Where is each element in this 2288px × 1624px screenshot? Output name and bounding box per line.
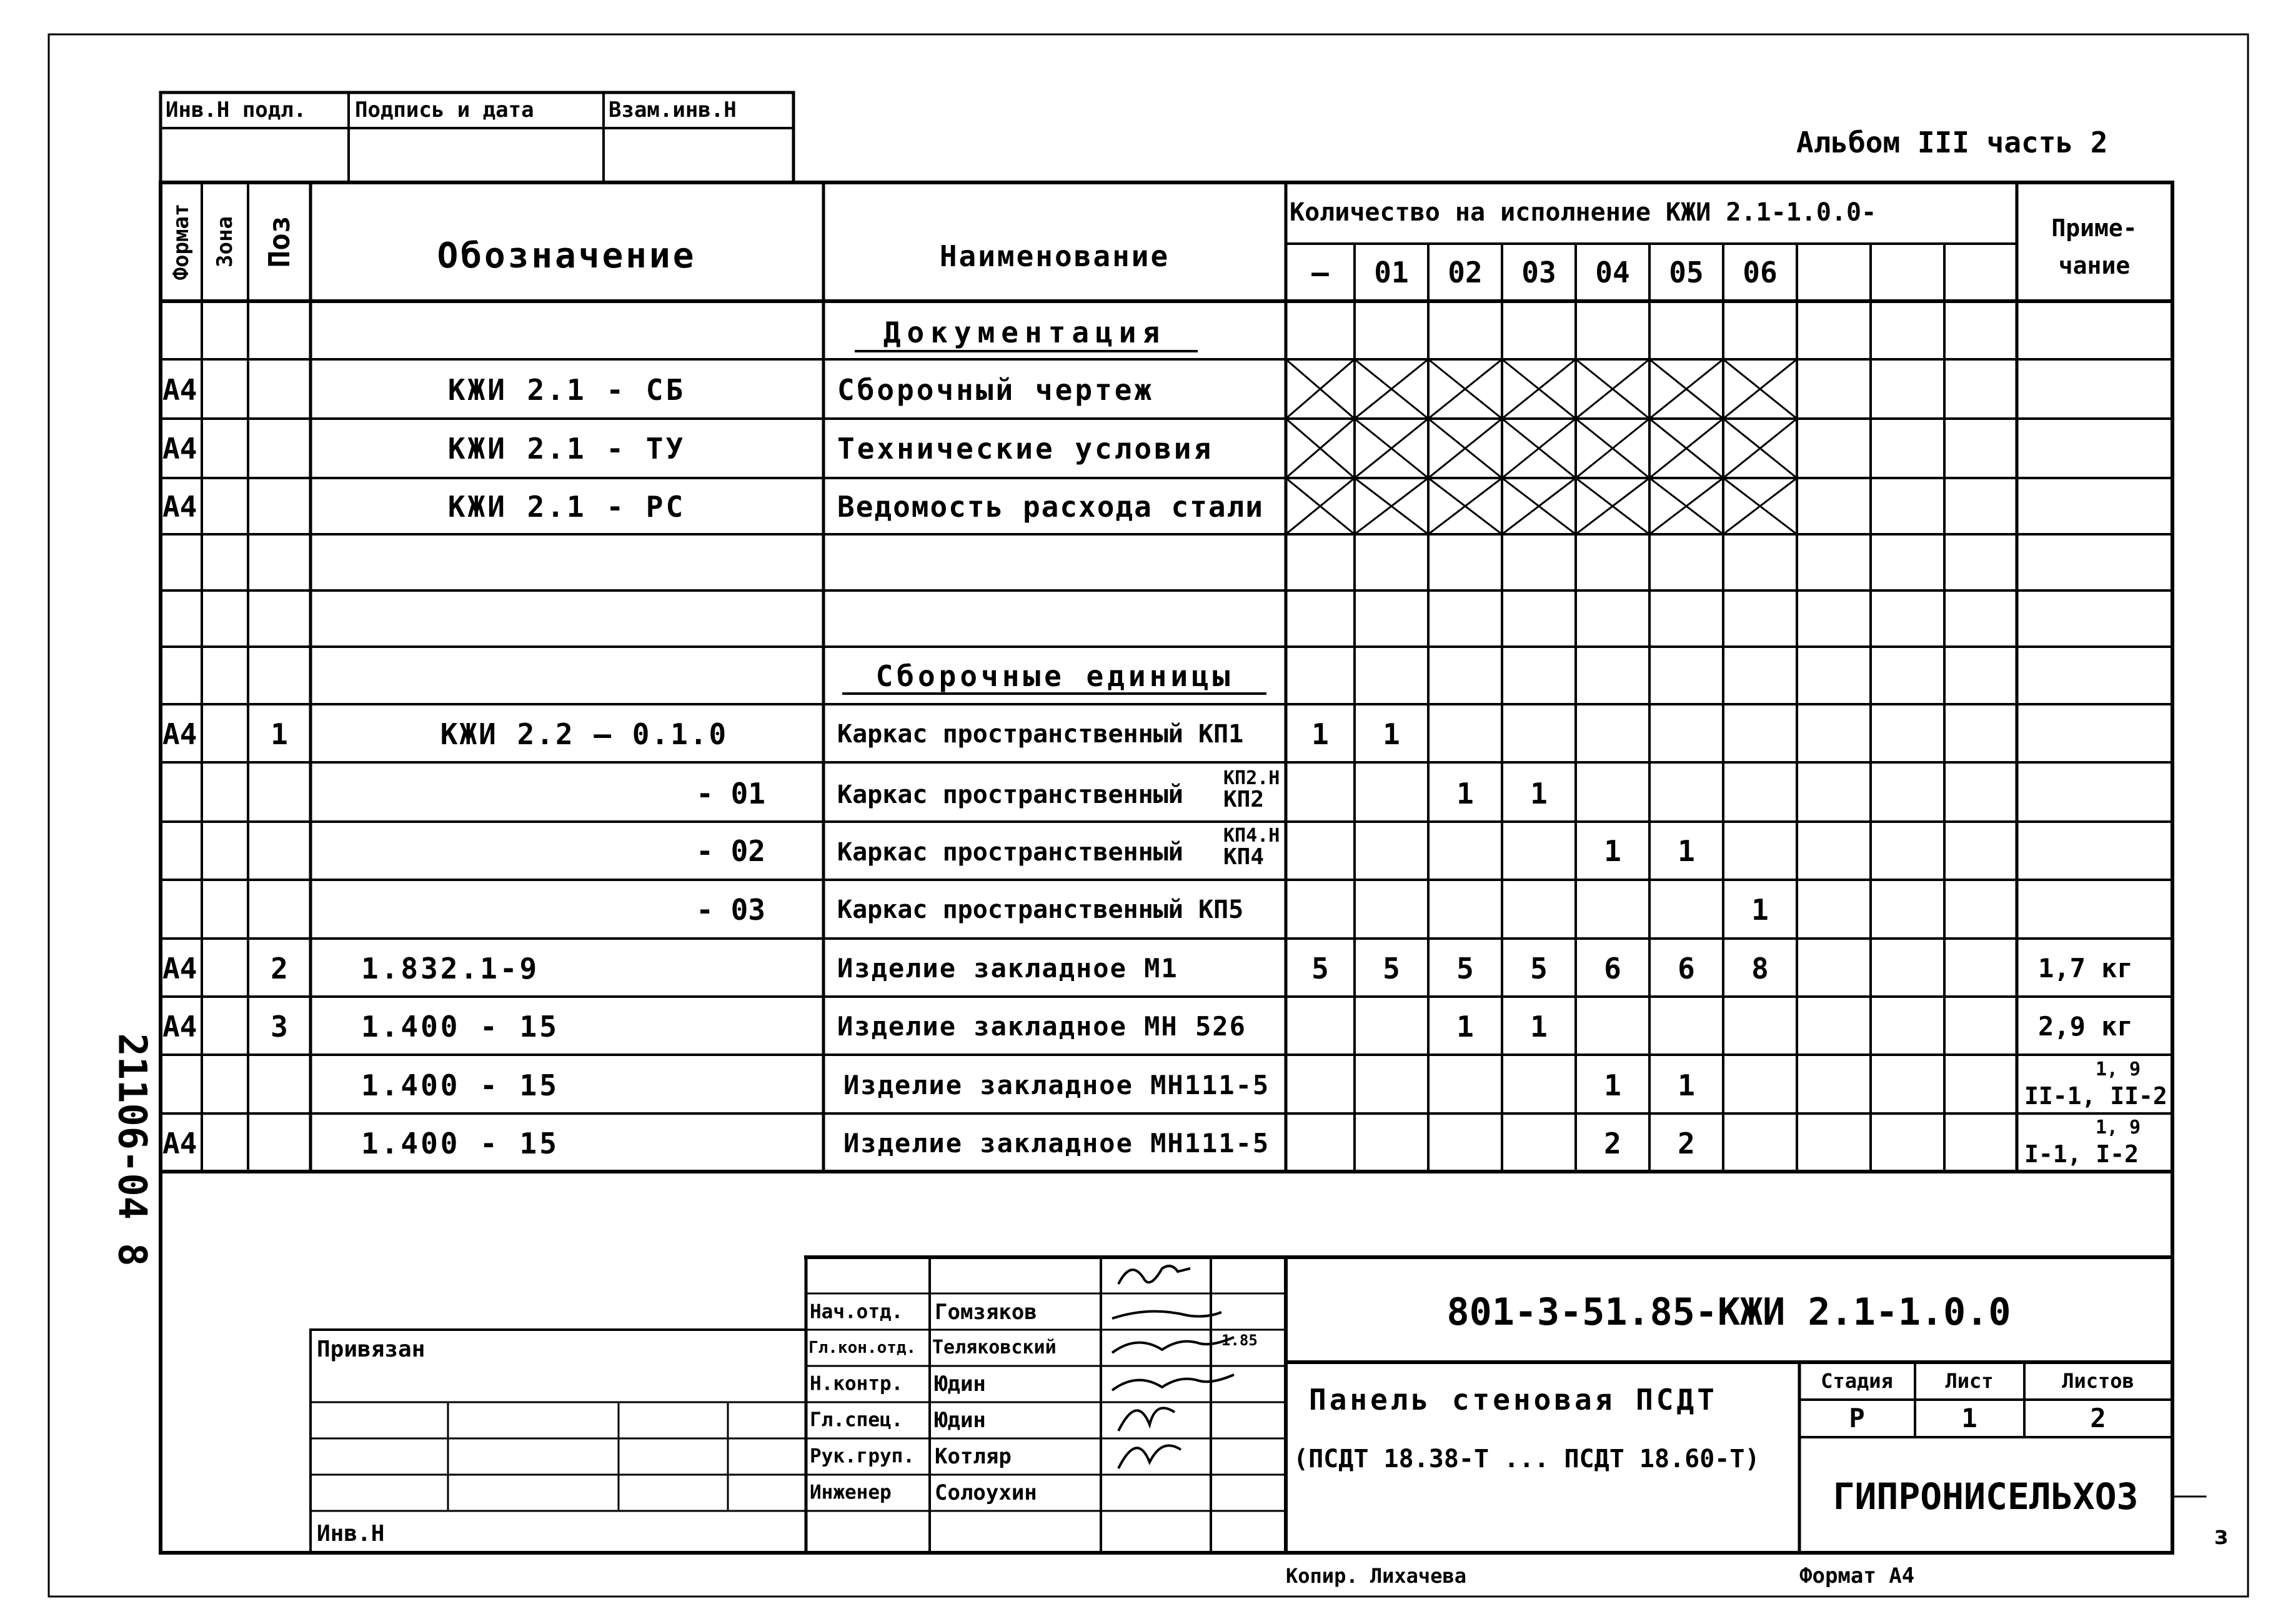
header-primechanie-1: Приме- — [2051, 214, 2137, 242]
title-line-2: (ПСДТ 18.38-Т ... ПСДТ 18.60-Т) — [1293, 1445, 1760, 1473]
stadia-label: Стадия — [1821, 1369, 1893, 1393]
qty-cell: 5 — [1383, 952, 1400, 985]
qty-cell: 1 — [1530, 777, 1548, 810]
row-code: 1.400 - 15 — [361, 1127, 559, 1160]
podpis-data-label: Подпись и дата — [355, 97, 534, 122]
row-code: КЖИ 2.2 – 0.1.0 — [440, 717, 729, 751]
row-code: КЖИ 2.1 - СБ — [447, 373, 686, 407]
row-note-top: 1, 9 — [2095, 1059, 2141, 1080]
listov-label: Листов — [2062, 1369, 2134, 1393]
inv-podl-label: Инв.Н подл. — [166, 97, 307, 122]
stamp-name: Гомзяков — [935, 1300, 1037, 1325]
section-documentation: Документация — [883, 316, 1166, 349]
stamp-role: Рук.груп. — [810, 1445, 915, 1468]
qty-cell: 6 — [1678, 952, 1695, 985]
row-format: А4 — [162, 717, 197, 751]
variant-header: 03 — [1521, 256, 1556, 289]
margin-mark: з — [2213, 1522, 2229, 1550]
row-code: КЖИ 2.1 - РС — [447, 490, 686, 524]
row-name: Изделие закладное МН111-5 — [843, 1070, 1270, 1100]
row-name: Каркас пространственный КП1 — [837, 720, 1244, 749]
qty-cell: 1 — [1678, 834, 1695, 868]
row-name: Каркас пространственный КП5 — [837, 895, 1244, 924]
row-code: 1.832.1-9 — [361, 952, 540, 985]
qty-cell: 1 — [1604, 834, 1621, 868]
row-poz: 2 — [271, 952, 288, 985]
stamp-role: Инженер — [810, 1481, 892, 1504]
row-name-sub: КП4 — [1223, 844, 1265, 870]
row-name: Ведомость расхода стали — [837, 490, 1264, 524]
row-code: 1.400 - 15 — [361, 1010, 559, 1044]
row-format: А4 — [162, 373, 197, 407]
stamp-name: Солоухин — [935, 1480, 1037, 1505]
qty-cell: 6 — [1604, 952, 1621, 985]
qty-cell: 1 — [1311, 717, 1329, 751]
variant-header: 05 — [1669, 256, 1704, 289]
inv-n-label: Инв.Н — [317, 1521, 385, 1547]
variant-header: 01 — [1374, 256, 1409, 289]
row-name: Изделие закладное МН111-5 — [843, 1128, 1270, 1158]
row-note: I-1, I-2 — [2024, 1140, 2139, 1168]
row-name-sup: КП4.Н — [1223, 825, 1280, 847]
variant-header: 04 — [1595, 256, 1630, 289]
row-name: Каркас пространственный — [837, 780, 1183, 809]
date-mark: 1.85 — [1221, 1332, 1258, 1349]
row-poz: 1 — [271, 717, 288, 751]
row-poz: 3 — [271, 1010, 288, 1044]
copyist: Копир. Лихачева — [1286, 1564, 1466, 1588]
row-name: Изделие закладное МН 526 — [837, 1011, 1246, 1042]
stamp-role: Гл.кон.отд. — [808, 1338, 917, 1357]
qty-cell: 8 — [1751, 952, 1769, 985]
qty-cell: 1 — [1530, 1010, 1548, 1044]
privyazan-label: Привязан — [317, 1337, 425, 1362]
row-note-top: 1, 9 — [2095, 1117, 2141, 1138]
vzam-inv-label: Взам.инв.Н — [609, 97, 737, 122]
qty-cell: 2 — [1678, 1127, 1695, 1160]
row-note: 1,7 кг — [2038, 953, 2133, 984]
row-code: - 02 — [696, 834, 765, 868]
qty-cell: 1 — [1456, 777, 1474, 810]
row-note: II-1, II-2 — [2024, 1082, 2167, 1110]
stamp-role: Нач.отд. — [810, 1300, 903, 1323]
header-kolichestvo: Количество на исполнение КЖИ 2.1-1.0.0- — [1290, 198, 1877, 227]
row-name: Каркас пространственный — [837, 838, 1183, 867]
qty-cell: 1 — [1604, 1069, 1621, 1102]
row-name: Технические условия — [837, 432, 1214, 466]
list-label: Лист — [1945, 1369, 1994, 1393]
stamp-name: Котляр — [935, 1444, 1012, 1469]
stamp-name: Юдин — [935, 1408, 986, 1433]
qty-cell: 1 — [1456, 1010, 1474, 1044]
row-format: А4 — [162, 432, 197, 466]
qty-cell: 5 — [1530, 952, 1548, 985]
row-code: КЖИ 2.1 - ТУ — [447, 432, 686, 466]
list-value: 1 — [1961, 1403, 1977, 1433]
listov-value: 2 — [2090, 1403, 2106, 1433]
qty-cell: 2 — [1604, 1127, 1621, 1160]
header-primechanie-2: чание — [2058, 252, 2131, 279]
qty-cell: 5 — [1456, 952, 1474, 985]
header-zona: Зона — [212, 216, 237, 267]
side-archive-number: 21106-04 8 — [109, 1033, 156, 1267]
row-code: - 03 — [696, 893, 765, 927]
document-code: 801-3-51.85-КЖИ 2.1-1.0.0 — [1446, 1290, 2011, 1334]
row-name: Изделие закладное М1 — [837, 953, 1178, 984]
row-format: А4 — [162, 1127, 197, 1160]
row-code: 1.400 - 15 — [361, 1069, 559, 1102]
title-line-1: Панель стеновая ПСДТ — [1309, 1383, 1718, 1417]
qty-cell: 1 — [1751, 893, 1769, 927]
row-note: 2,9 кг — [2038, 1011, 2133, 1042]
stamp-name: Юдин — [935, 1372, 986, 1397]
stadia-value: Р — [1849, 1403, 1865, 1433]
stamp-role: Н.контр. — [810, 1372, 903, 1395]
stamp-name: Теляковский — [932, 1337, 1057, 1358]
variant-header: 06 — [1743, 256, 1778, 289]
header-poz: Поз — [262, 216, 296, 268]
row-format: А4 — [162, 952, 197, 985]
qty-cell: 5 — [1311, 952, 1329, 985]
row-format: А4 — [162, 1010, 197, 1044]
row-code: - 01 — [696, 777, 765, 810]
variant-header: – — [1311, 256, 1329, 289]
album-label: Альбом III часть 2 — [1796, 126, 2108, 159]
section-assembly-units: Сборочные единицы — [875, 659, 1234, 693]
header-naimenovanie: Наименование — [939, 239, 1170, 273]
qty-cell: 1 — [1678, 1069, 1695, 1102]
row-format: А4 — [162, 490, 197, 524]
row-name-sup: КП2.Н — [1223, 767, 1280, 789]
stamp-role: Гл.спец. — [810, 1408, 903, 1432]
row-name: Сборочный чертеж — [837, 373, 1155, 407]
variant-header: 02 — [1448, 256, 1483, 289]
sheet-format: Формат А4 — [1799, 1563, 1915, 1588]
header-oboznachenie: Обозначение — [437, 236, 697, 276]
organization-name: ГИПРОНИСЕЛЬХОЗ — [1833, 1475, 2139, 1518]
qty-cell: 1 — [1383, 717, 1400, 751]
row-name-sub: КП2 — [1223, 787, 1265, 812]
header-format: Формат — [169, 203, 194, 281]
